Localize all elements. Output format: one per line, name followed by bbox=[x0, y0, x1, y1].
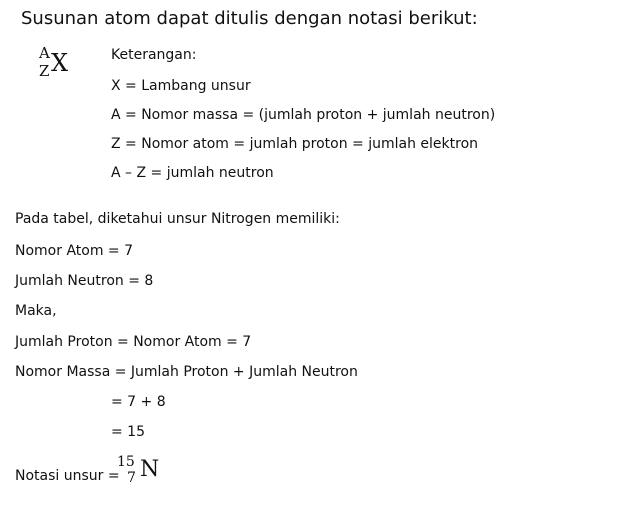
keterangan-line: A = Nomor massa = (jumlah proton + jumlah neutron) bbox=[111, 107, 496, 123]
proton-count: Jumlah Proton = Nomor Atom = 7 bbox=[15, 334, 252, 350]
keterangan-line: X = Lambang unsur bbox=[111, 78, 251, 94]
calculation-result: = 15 bbox=[111, 424, 145, 440]
calculation-step: = 7 + 8 bbox=[111, 394, 166, 410]
element-symbol: N bbox=[140, 457, 160, 482]
given-atom-number: Nomor Atom = 7 bbox=[15, 243, 134, 259]
intro-text: Susunan atom dapat ditulis dengan notasi berikut: bbox=[21, 8, 478, 29]
mass-number-symbol: A bbox=[39, 44, 50, 62]
mass-number: 15 bbox=[117, 454, 135, 470]
final-notation-label: Notasi unsur = bbox=[15, 468, 120, 484]
keterangan-title: Keterangan: bbox=[111, 47, 197, 63]
maka-text: Maka, bbox=[15, 303, 57, 319]
element-symbol: X bbox=[51, 49, 69, 77]
given-neutron-count: Jumlah Neutron = 8 bbox=[15, 273, 154, 289]
generic-nuclide-notation bbox=[36, 44, 76, 86]
keterangan-line: A – Z = jumlah neutron bbox=[111, 165, 274, 181]
keterangan-line: Z = Nomor atom = jumlah proton = jumlah elektron bbox=[111, 136, 479, 152]
atomic-number-symbol: Z bbox=[39, 62, 50, 80]
mass-number-formula: Nomor Massa = Jumlah Proton + Jumlah Neutron bbox=[15, 364, 358, 380]
given-intro: Pada tabel, diketahui unsur Nitrogen memiliki: bbox=[15, 211, 340, 227]
atomic-number: 7 bbox=[127, 470, 136, 486]
nitrogen-nuclide-notation bbox=[114, 455, 164, 491]
